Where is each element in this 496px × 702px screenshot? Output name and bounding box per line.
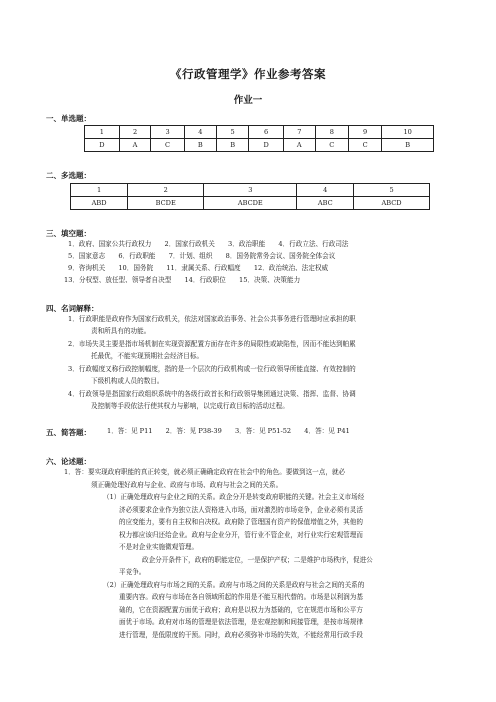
answer-cell: ABC	[297, 197, 354, 210]
essay-line: （1）正确处理政府与企业之间的关系。政企分开是转变政府职能的关键。社会主义市场经	[103, 493, 365, 501]
multi-choice-heading: 二、多选题：	[46, 171, 91, 180]
document-title: 《行政管理学》作业参考答案	[170, 67, 326, 81]
number-cell: 3	[204, 184, 297, 197]
answer-cell: C	[348, 139, 381, 152]
number-cell: 10	[382, 126, 434, 139]
number-cell: 4	[184, 126, 216, 139]
essay-line: 础的，它在资源配置方面优于政府；政府是以权力为基础的，它在规范市场和公平方	[119, 606, 363, 614]
answer-cell: C	[151, 139, 184, 152]
number-cell: 7	[283, 126, 315, 139]
term-definition-line: 托最优，不能实现预期社会经济目标。	[91, 352, 204, 360]
single-choice-answer-row	[85, 139, 434, 152]
essay-line: 面优于市场。政府对市场的管理是依法管理，是宏观控制和间接管理，是按市场规律	[119, 618, 363, 626]
fill-blank-line: 1．政府、国家公共行政权力 2．国家行政机关 3．政治职能 4．行政立法、行政司法	[68, 240, 349, 248]
essay-line: 须正确处理好政府与企业、政府与市场、政府与社会之间的关系。	[91, 481, 283, 489]
term-definition-line: 2．市场失灵主要是指市场机制在实现资源配置方面存在许多的局限性或缺陷性，因而不能达到帕累	[68, 340, 356, 348]
fill-blank-line: 9．咨询机关 10．国务院 11．隶属关系、行政幅度 12．政治统治、法定权威	[68, 264, 329, 272]
fill-blank-line: 13．分权型、放任型、领导者自决型 14．行政职位 15．决策、决策能力	[64, 276, 301, 284]
terms-heading: 四、名词解释：	[46, 304, 99, 313]
essay-line: 1．答：要实现政府职能的真正转变，就必须正确确定政府在社会中的角色。要做到这一点，就必	[64, 468, 346, 476]
number-cell: 2	[119, 126, 151, 139]
essay-line: 进行管理，是低限度的干预。同时，政府必须弥补市场的失效，不能经常用行政手段	[119, 631, 363, 639]
term-definition-line: 及控制等手段依法行使其权力与影响，以完成行政目标的活动过程。	[91, 402, 289, 410]
essay-line: 权力都应该归还给企业。政府与企业分开，管行业不管企业，对行业实行宏观管理而	[119, 531, 363, 539]
assignment-subtitle: 作业一	[233, 95, 263, 106]
term-definition-line: 4．行政领导是指国家行政组织系统中的各级行政首长和行政领导集团通过决策、指挥、监督、协调	[68, 390, 356, 398]
number-cell: 5	[354, 184, 430, 197]
answer-cell: B	[184, 139, 216, 152]
fill-blank-line: 5．国家意志 6．行政职能 7．计划、组织 8．国务院常务会议、国务院全体会议	[68, 252, 336, 260]
essay-heading: 六、论述题：	[46, 457, 91, 466]
number-cell: 6	[249, 126, 284, 139]
essay-line: 不是对企业实施微观管理。	[119, 543, 199, 551]
fill-blank-heading: 三、填空题：	[46, 229, 91, 238]
number-cell: 1	[85, 126, 120, 139]
answer-cell: D	[249, 139, 284, 152]
single-choice-table	[84, 125, 434, 152]
answer-cell: ABCDE	[204, 197, 297, 210]
answer-cell: C	[315, 139, 348, 152]
essay-line: 重要内容。政府与市场在各自领域所起的作用是不能互相代替的。市场是以利润为基	[119, 593, 363, 601]
number-cell: 8	[315, 126, 348, 139]
essay-line: 的应变能力，要有自主权和自决权。政府除了管理国有资产的保值增值之外，其他的	[119, 518, 363, 526]
answer-cell: B	[382, 139, 434, 152]
term-definition-line: 下级机构或人员的数目。	[91, 377, 164, 385]
answer-cell: BCDE	[128, 197, 204, 210]
answer-cell: A	[283, 139, 315, 152]
single-choice-number-row	[85, 126, 434, 139]
multi-choice-table	[70, 183, 430, 210]
multi-choice-number-row	[71, 184, 430, 197]
number-cell: 1	[71, 184, 128, 197]
number-cell: 4	[297, 184, 354, 197]
short-answer-heading: 五、简答题：	[46, 428, 91, 437]
single-choice-heading: 一、单选题：	[46, 114, 91, 123]
answer-cell: A	[119, 139, 151, 152]
answer-cell: ABCD	[354, 197, 430, 210]
number-cell: 9	[348, 126, 381, 139]
essay-line: （2）正确处理政府与市场之间的关系。政府与市场之间的关系是政府与社会之间的关系的	[103, 581, 365, 589]
essay-line: 平竞争。	[119, 568, 146, 576]
number-cell: 2	[128, 184, 204, 197]
answer-cell: ABD	[71, 197, 128, 210]
term-definition-line: 责和所具有的功能。	[91, 327, 151, 335]
number-cell: 5	[216, 126, 248, 139]
term-definition-line: 1．行政职能是政府作为国家行政机关，依法对国家政治事务、社会公共事务进行管理时应承担的职	[68, 315, 356, 323]
term-definition-line: 3．行政幅度又称行政控制幅度，指的是一个层次的行政机构或一位行政领导所能直接、有效控制的	[68, 365, 356, 373]
short-answer-line: 1．答：见 P11 2．答：见 P38-39 3．答：见 P51-52 4．答：见 P41	[107, 427, 350, 435]
answer-cell: B	[216, 139, 248, 152]
number-cell: 3	[151, 126, 184, 139]
answer-cell: D	[85, 139, 120, 152]
essay-line: 政企分开条件下，政府的职能定位，一是保护产权；二是维护市场秩序，促进公	[142, 556, 373, 564]
multi-choice-answer-row	[71, 197, 430, 210]
essay-line: 济必须要求企业作为独立法人资格进入市场，面对激烈的市场竞争，企业必须有灵活	[119, 506, 363, 514]
